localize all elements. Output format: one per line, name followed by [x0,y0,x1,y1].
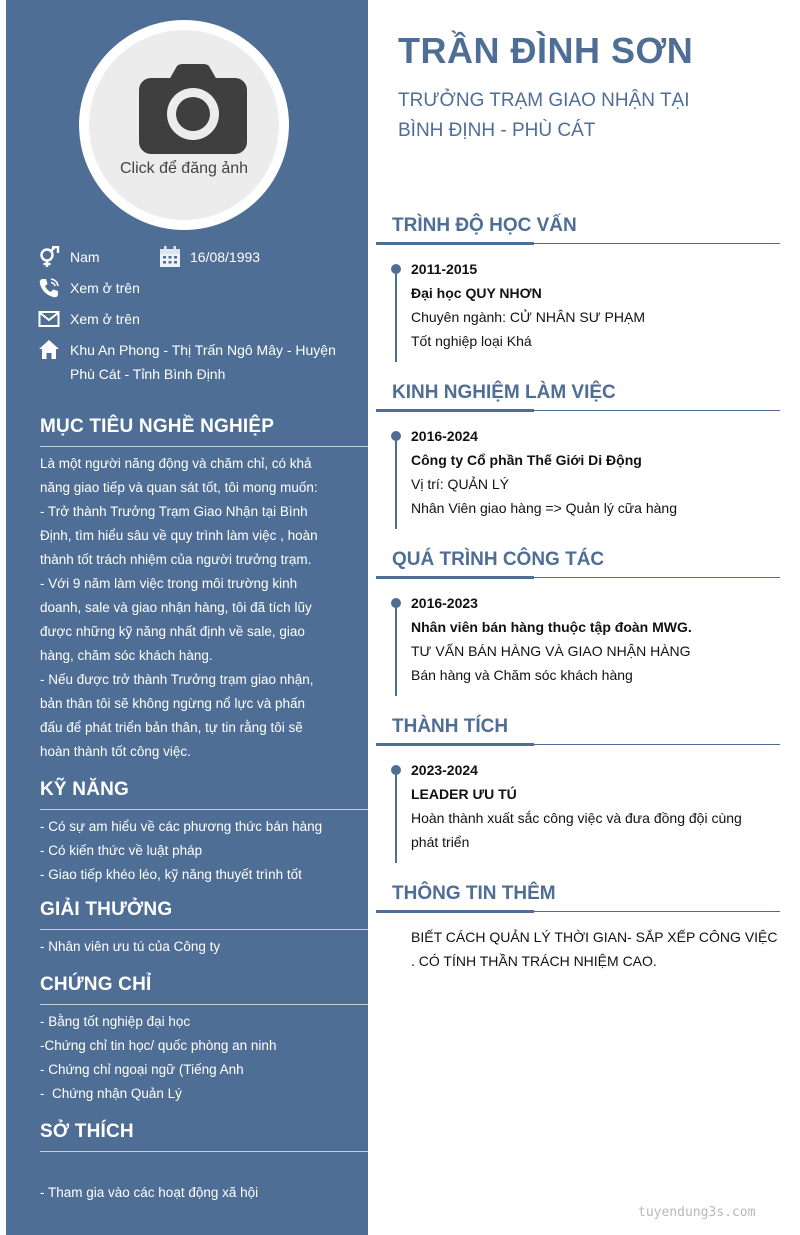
experience-company: Công ty Cổ phần Thế Giới Di Động [411,452,642,468]
objective-line: doanh, sale và giao nhận hàng, tôi đã tích lũy [40,600,312,615]
hobbies-divider [40,1151,368,1152]
objective-text [40,452,336,764]
additional-info-line: BIẾT CÁCH QUẢN LÝ THỜI GIAN- SẮP XẾP CÔNG VIỆC [411,929,778,945]
candidate-name: TRẦN ĐÌNH SƠN [398,30,694,71]
phone-icon [38,277,60,299]
award-item: - Nhân viên ưu tú của Công ty [40,939,221,954]
experience-description: Nhân Viên giao hàng => Quản lý cữa hàng [411,500,677,516]
hobby-item: - Tham gia vào các hoạt động xã hội [40,1185,259,1200]
work-history-timeline-dot [391,598,401,608]
awards-heading: GIẢI THƯỞNG [40,899,173,920]
job-title [398,86,728,146]
work-history-divider-accent [376,576,534,579]
avatar-caption: Click để đăng ảnh [119,160,249,177]
work-history-role: Nhân viên bán hàng thuộc tập đoàn MWG. [411,619,692,635]
achievements-detail: Hoàn thành xuất sắc công việc và đưa đồng đội cùng [411,810,742,826]
achievements-timeline-dot [391,765,401,775]
objective-line: Định, tìm hiểu sâu về quy trình làm việc , hoàn [40,528,318,543]
achievements-detail: phát triển [411,834,470,850]
education-entry [411,257,781,353]
achievements-period: 2023-2024 [411,762,478,778]
work-history-detail: TƯ VẤN BÁN HÀNG VÀ GIAO NHẬN HÀNG [411,643,691,659]
objective-line: - Trở thành Trưởng Trạm Giao Nhận tại Bình [40,504,308,519]
address-line-1: Khu An Phong - Thị Trấn Ngô Mây - Huyện [70,342,336,358]
certificates-heading: CHỨNG CHỈ [40,974,152,995]
job-title-line: TRƯỞNG TRẠM GIAO NHẬN TẠI [398,90,690,111]
upload-photo-button[interactable] [89,30,279,220]
calendar-icon [159,246,181,268]
gender-icon [38,246,60,268]
objective-line: hoàn thành tốt công việc. [40,744,191,759]
work-history-period: 2016-2023 [411,595,478,611]
work-history-detail: Bán hàng và Chăm sóc khách hàng [411,667,633,683]
email-value: Xem ở trên [70,311,140,327]
awards-text [40,935,336,959]
experience-divider-accent [376,409,534,412]
education-heading: TRÌNH ĐỘ HỌC VẤN [392,215,577,236]
experience-period: 2016-2024 [411,428,478,444]
awards-divider [40,929,368,930]
achievements-entry [411,758,781,854]
additional-info-text [411,925,781,973]
gender-value: Nam [70,249,100,265]
certificates-divider [40,1004,368,1005]
watermark: tuyendung3s.com [638,1205,756,1220]
certificate-item: - Chứng nhận Quản Lý [40,1086,182,1101]
certificate-item: - Bằng tốt nghiệp đại học [40,1014,191,1029]
hobbies-text [40,1181,336,1205]
objective-line: năng giao tiếp và quan sát tốt, tôi mong muốn: [40,480,318,495]
education-school: Đại học QUY NHƠN [411,285,542,301]
skills-heading: KỸ NĂNG [40,779,130,800]
objective-divider [40,446,368,447]
objective-line: được những kỹ năng nhất định về sale, giao [40,624,305,639]
experience-position: Vị trí: QUẢN LÝ [411,476,510,492]
certificate-item: -Chứng chỉ tin học/ quốc phòng an ninh [40,1038,277,1053]
education-timeline [395,268,397,362]
objective-line: Là một người năng động và chăm chỉ, có khả [40,456,312,471]
achievements-heading: THÀNH TÍCH [392,716,509,737]
education-timeline-dot [391,264,401,274]
work-history-entry [411,591,781,687]
education-major: Chuyên ngành: CỬ NHÂN SƯ PHẠM [411,309,646,325]
achievements-timeline [395,769,397,863]
objective-line: - Với 9 năm làm việc trong môi trường kinh [40,576,298,591]
achievements-title: LEADER ƯU TÚ [411,786,517,802]
skills-divider [40,809,368,810]
skill-item: - Có sự am hiểu về các phương thức bán hàng [40,819,323,834]
birthdate-value: 16/08/1993 [190,249,261,265]
hobbies-heading: SỞ THÍCH [40,1121,134,1142]
certificate-item: - Chứng chỉ ngoại ngữ (Tiếng Anh [40,1062,244,1077]
experience-entry [411,424,781,520]
work-history-timeline [395,602,397,696]
additional-info-heading: THÔNG TIN THÊM [392,883,556,904]
avatar-frame [79,20,289,230]
home-icon [38,339,60,361]
objective-line: đấu để phát triển bản thân, tự tin rằng tôi sẽ [40,720,303,735]
objective-heading: MỤC TIÊU NGHỀ NGHIỆP [40,416,275,437]
objective-line: bản thân tôi sẽ không ngừng nổ lực và phấn [40,696,306,711]
education-divider-accent [376,242,534,245]
phone-value: Xem ở trên [70,280,140,296]
work-history-heading: QUÁ TRÌNH CÔNG TÁC [392,549,605,570]
experience-timeline [395,435,397,529]
camera-icon [139,64,247,154]
additional-info-line: . CÓ TÍNH THẦN TRÁCH NHIỆM CAO. [411,953,657,969]
objective-line: thành tốt trách nhiệm của người trưởng trạm. [40,552,312,567]
objective-line: - Nếu được trở thành Trưởng trạm giao nhận, [40,672,314,687]
experience-heading: KINH NGHIỆM LÀM VIỆC [392,382,616,403]
objective-line: hàng, chăm sóc khách hàng. [40,648,213,663]
skills-text [40,815,336,887]
skill-item: - Có kiến thức về luật pháp [40,843,203,858]
additional-info-divider-accent [376,910,534,913]
education-grade: Tốt nghiệp loại Khá [411,333,532,349]
education-period: 2011-2015 [411,261,478,277]
email-icon [38,308,60,330]
sidebar [6,0,368,1235]
job-title-line: BÌNH ĐỊNH - PHÙ CÁT [398,120,596,141]
address-line-2: Phù Cát - Tỉnh Bình Định [70,366,226,382]
certificates-text [40,1010,336,1106]
experience-timeline-dot [391,431,401,441]
skill-item: - Giao tiếp khéo léo, kỹ năng thuyết trình tốt [40,867,302,882]
achievements-divider-accent [376,743,534,746]
